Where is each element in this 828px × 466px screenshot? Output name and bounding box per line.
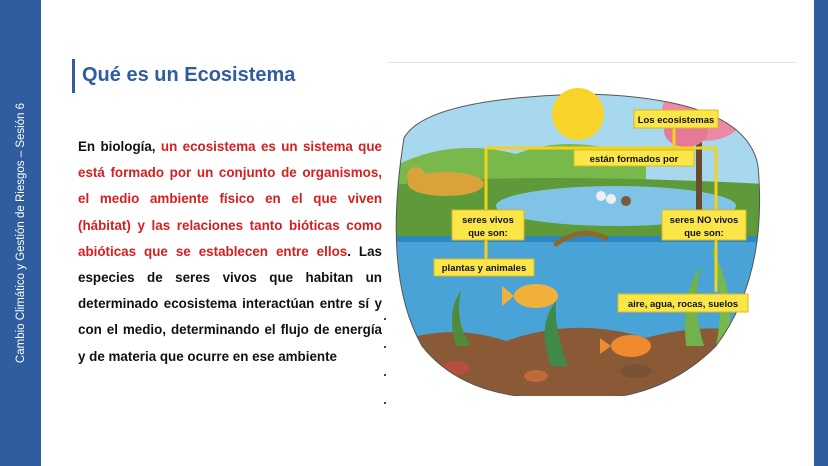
label-aire-agua: aire, agua, rocas, suelos xyxy=(627,299,739,310)
label-plantas-animales: plantas y animales xyxy=(441,263,527,274)
definition-paragraph xyxy=(78,134,382,370)
paragraph-highlight: un ecosistema es un sistema que está formado por un conjunto de organismos, el medio ambiente físico en el que viven (hábitat) y las relaciones tanto bióticas como abióticas que se establecen entre ellos xyxy=(78,139,382,259)
label-seres-vivos-2: que son: xyxy=(468,228,508,239)
paragraph-intro: En biología, xyxy=(78,139,161,154)
sidebar xyxy=(0,0,41,466)
label-los-ecosistemas: Los ecosistemas xyxy=(637,115,715,126)
right-accent-bar xyxy=(814,0,828,466)
ecosystem-illustration xyxy=(386,76,766,396)
page-title: Qué es un Ecosistema xyxy=(82,64,296,86)
label-seres-vivos: seres vivos xyxy=(462,215,514,226)
course-title: Cambio Climático y Gestión de Riesgos – Sesión 6 xyxy=(15,102,27,364)
label-seres-no-vivos-2: que son: xyxy=(684,228,724,239)
paragraph-rest: . Las especies de seres vivos que habitan un determinado ecosistema interactúan entre sí y con el medio, determinando el flujo de energía y de materia que ocurre en ese ambiente xyxy=(78,243,382,364)
label-estan-formados: están formados por xyxy=(589,154,679,165)
title-accent-bar xyxy=(72,59,75,93)
divider-line xyxy=(388,62,796,63)
label-seres-no-vivos: seres NO vivos xyxy=(669,215,739,226)
